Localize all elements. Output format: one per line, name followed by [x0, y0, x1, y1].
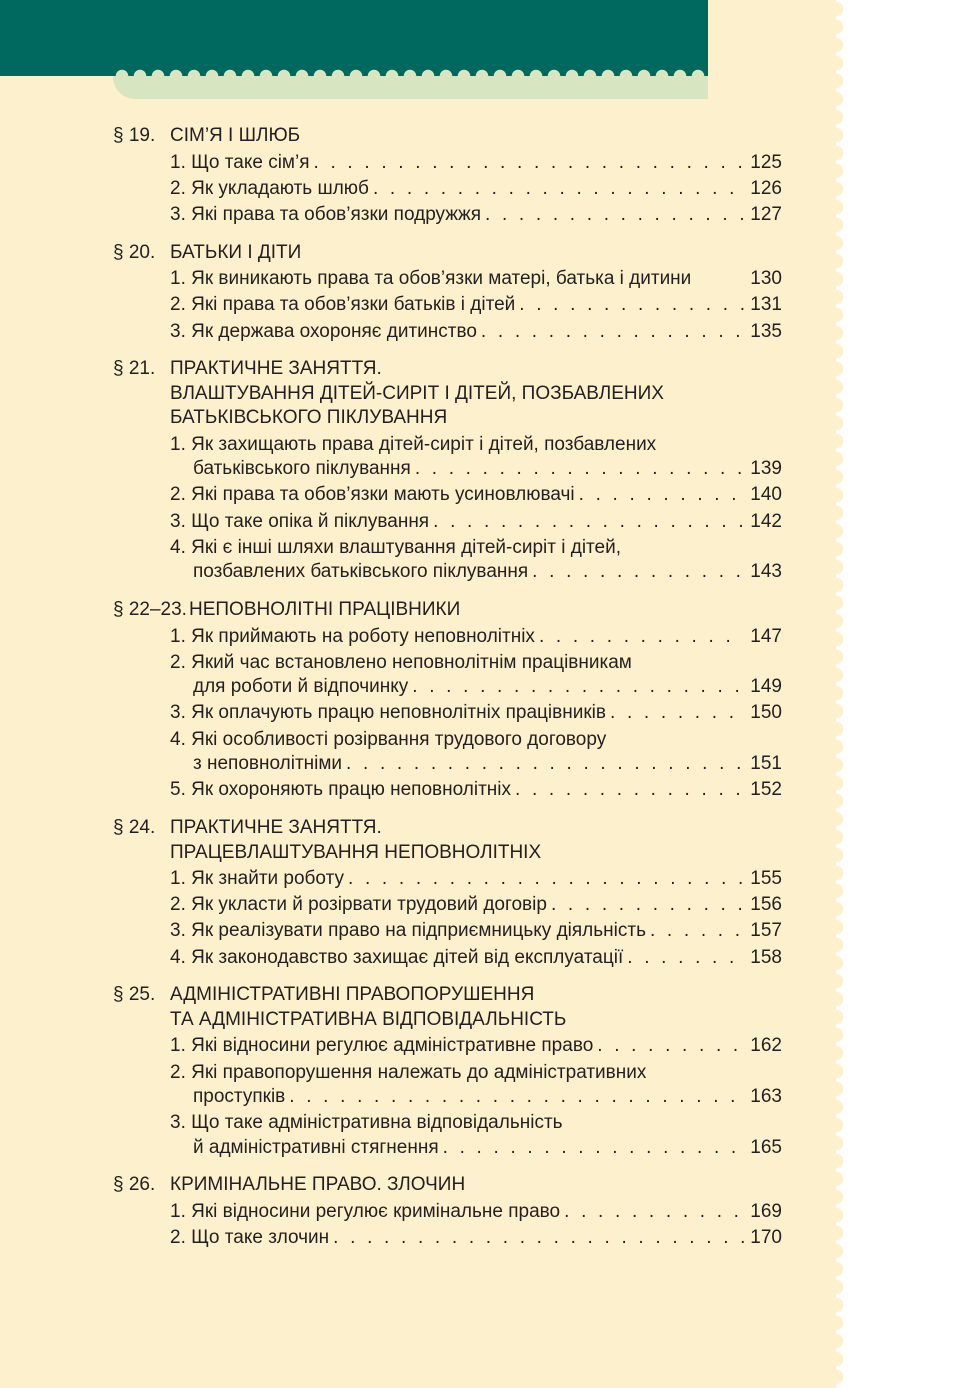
toc-entry-text: 4. Які є інші шляхи влаштування дітей-сиріт і дітей,: [170, 536, 622, 558]
toc-entry-text: 2. Які права та обов’язки батьків і дітей: [170, 294, 516, 316]
page-number: 142: [750, 510, 782, 532]
toc-entry-text: 4. Які особливості розірвання трудового договору: [170, 728, 607, 750]
section-number: § 19.: [113, 125, 156, 146]
dot-leader: [597, 1034, 744, 1058]
toc-entry-text: 3. Як держава охороняє дитинство: [170, 320, 477, 342]
dot-leader: [348, 867, 744, 891]
page-number: 155: [750, 868, 782, 889]
toc-entry-text: для роботи й відпочинку: [193, 676, 409, 698]
toc-entry-text: 2. Який час встановлено неповнолітнім працівникам: [170, 651, 632, 673]
page-number: 126: [750, 177, 782, 199]
section-title: КРИМІНАЛЬНЕ ПРАВО. ЗЛОЧИН: [170, 1174, 466, 1196]
section-title: БАТЬКИ І ДІТИ: [170, 241, 302, 263]
toc-entry-text: 3. Які права та обов’язки подружжя: [170, 203, 481, 225]
dot-leader: [627, 946, 744, 970]
dot-leader: [333, 1226, 744, 1250]
page-number: 158: [750, 946, 782, 968]
toc-entry-text: 2. Які права та обов’язки мають усиновлювачі: [170, 484, 575, 506]
dot-leader: [346, 752, 744, 776]
header-band: [0, 0, 708, 76]
page-number: 151: [750, 753, 782, 775]
page-number: 157: [750, 920, 782, 942]
toc-entry-text: 1. Які відносини регулює адміністративне право: [170, 1035, 594, 1057]
section-title: СІМ’Я І ШЛЮБ: [170, 125, 301, 146]
toc-entry-text: 3. Як оплачують працю неповнолітніх працівників: [170, 702, 606, 724]
page-number: 152: [750, 779, 782, 801]
dot-leader: [515, 778, 744, 802]
dot-leader: [485, 203, 744, 227]
dot-leader: [650, 919, 744, 943]
page-number: 169: [750, 1200, 782, 1222]
toc-entry-text: батьківського піклування: [193, 458, 411, 480]
page-number: 163: [750, 1086, 782, 1107]
section-title: ВЛАШТУВАННЯ ДІТЕЙ-СИРІТ І ДІТЕЙ, ПОЗБАВЛЕНИХ: [170, 382, 664, 404]
toc-entry-text: 1. Як приймають на роботу неповнолітніх: [170, 625, 535, 647]
header-dots: [113, 68, 708, 84]
page-number: 130: [750, 268, 782, 290]
toc-entry-text: позбавлених батьківського піклування: [193, 561, 529, 583]
toc-entry-text: з неповнолітніми: [193, 753, 343, 775]
toc-entry-text: 2. Які правопорушення належать до адміністративних: [170, 1061, 647, 1083]
dot-leader: [289, 1085, 744, 1109]
section-title: АДМІНІСТРАТИВНІ ПРАВОПОРУШЕННЯ: [170, 984, 535, 1006]
dot-leader: [481, 320, 744, 344]
toc-entry-text: 3. Що таке адміністративна відповідальність: [170, 1112, 563, 1134]
page-number: 162: [750, 1035, 782, 1057]
toc-entry-text: 4. Як законодавство захищає дітей від експлуатації: [170, 946, 624, 968]
section-title: БАТЬКІВСЬКОГО ПІКЛУВАННЯ: [170, 407, 448, 429]
section-number: § 21.: [113, 358, 156, 380]
page-number: 150: [750, 702, 782, 724]
dot-leader: [610, 701, 744, 725]
page-number: 139: [750, 458, 782, 480]
toc-entry-text: 1. Як виникають права та обов’язки матері, батька і дитини: [170, 268, 692, 290]
section-title: ТА АДМІНІСТРАТИВНА ВІДПОВІДАЛЬНІСТЬ: [170, 1008, 567, 1030]
page-number: 131: [750, 294, 782, 316]
toc-entry-text: 2. Як укладають шлюб: [170, 177, 369, 199]
toc-entry-text: 1. Що таке сім’я: [170, 151, 310, 173]
toc-entry-text: 3. Що таке опіка й піклування: [170, 510, 430, 532]
dot-leader: [519, 293, 744, 317]
toc-entry-text: й адміністративні стягнення: [193, 1136, 439, 1158]
page-number: 140: [750, 484, 782, 506]
section-number: § 25.: [113, 984, 156, 1006]
section-number: § 22–23.: [113, 599, 187, 620]
toc-entry-text: 1. Як знайти роботу: [170, 868, 344, 889]
section-number: § 24.: [113, 817, 156, 838]
dot-leader: [579, 483, 745, 507]
section-title: ПРАКТИЧНЕ ЗАНЯТТЯ.: [170, 817, 382, 838]
toc-entry-text: 2. Що таке злочин: [170, 1227, 330, 1249]
page-number: 170: [750, 1227, 782, 1249]
page-number: 143: [750, 561, 782, 583]
section-title: НЕПОВНОЛІТНІ ПРАЦІВНИКИ: [189, 599, 461, 620]
page-number: 156: [750, 894, 782, 916]
dot-leader: [539, 625, 744, 649]
toc-entry-text: 5. Як охороняють працю неповнолітніх: [170, 779, 511, 801]
dot-leader: [415, 457, 744, 481]
page-number: 147: [750, 625, 782, 647]
toc-entry-text: проступків: [193, 1086, 286, 1107]
toc-entry-text: 1. Які відносини регулює кримінальне право: [170, 1200, 561, 1222]
page-number: 165: [750, 1136, 782, 1158]
dot-leader: [412, 675, 744, 699]
page-number: 127: [750, 203, 782, 225]
toc-entry-text: 3. Як реалізувати право на підприємницьку діяльність: [170, 920, 646, 942]
page-number: 149: [750, 676, 782, 698]
page-scalloped-edge: [828, 0, 848, 1388]
toc-entry-text: 1. Як захищають права дітей-сиріт і дітей, позбавлених: [170, 433, 657, 455]
dot-leader: [532, 560, 744, 584]
toc-entry-text: 2. Як укласти й розірвати трудовий договір: [170, 894, 547, 916]
dot-leader: [443, 1136, 745, 1160]
dot-leader: [551, 893, 744, 917]
page-number: 135: [750, 320, 782, 342]
section-title: ПРАЦЕВЛАШТУВАННЯ НЕПОВНОЛІТНІХ: [170, 841, 542, 863]
section-number: § 26.: [113, 1174, 156, 1196]
dot-leader: [314, 151, 745, 175]
dot-leader: [564, 1200, 744, 1224]
dot-leader: [433, 510, 744, 534]
page-number: 125: [750, 151, 782, 173]
section-number: § 20.: [113, 241, 156, 263]
dot-leader: [373, 177, 744, 201]
section-title: ПРАКТИЧНЕ ЗАНЯТТЯ.: [170, 358, 382, 380]
